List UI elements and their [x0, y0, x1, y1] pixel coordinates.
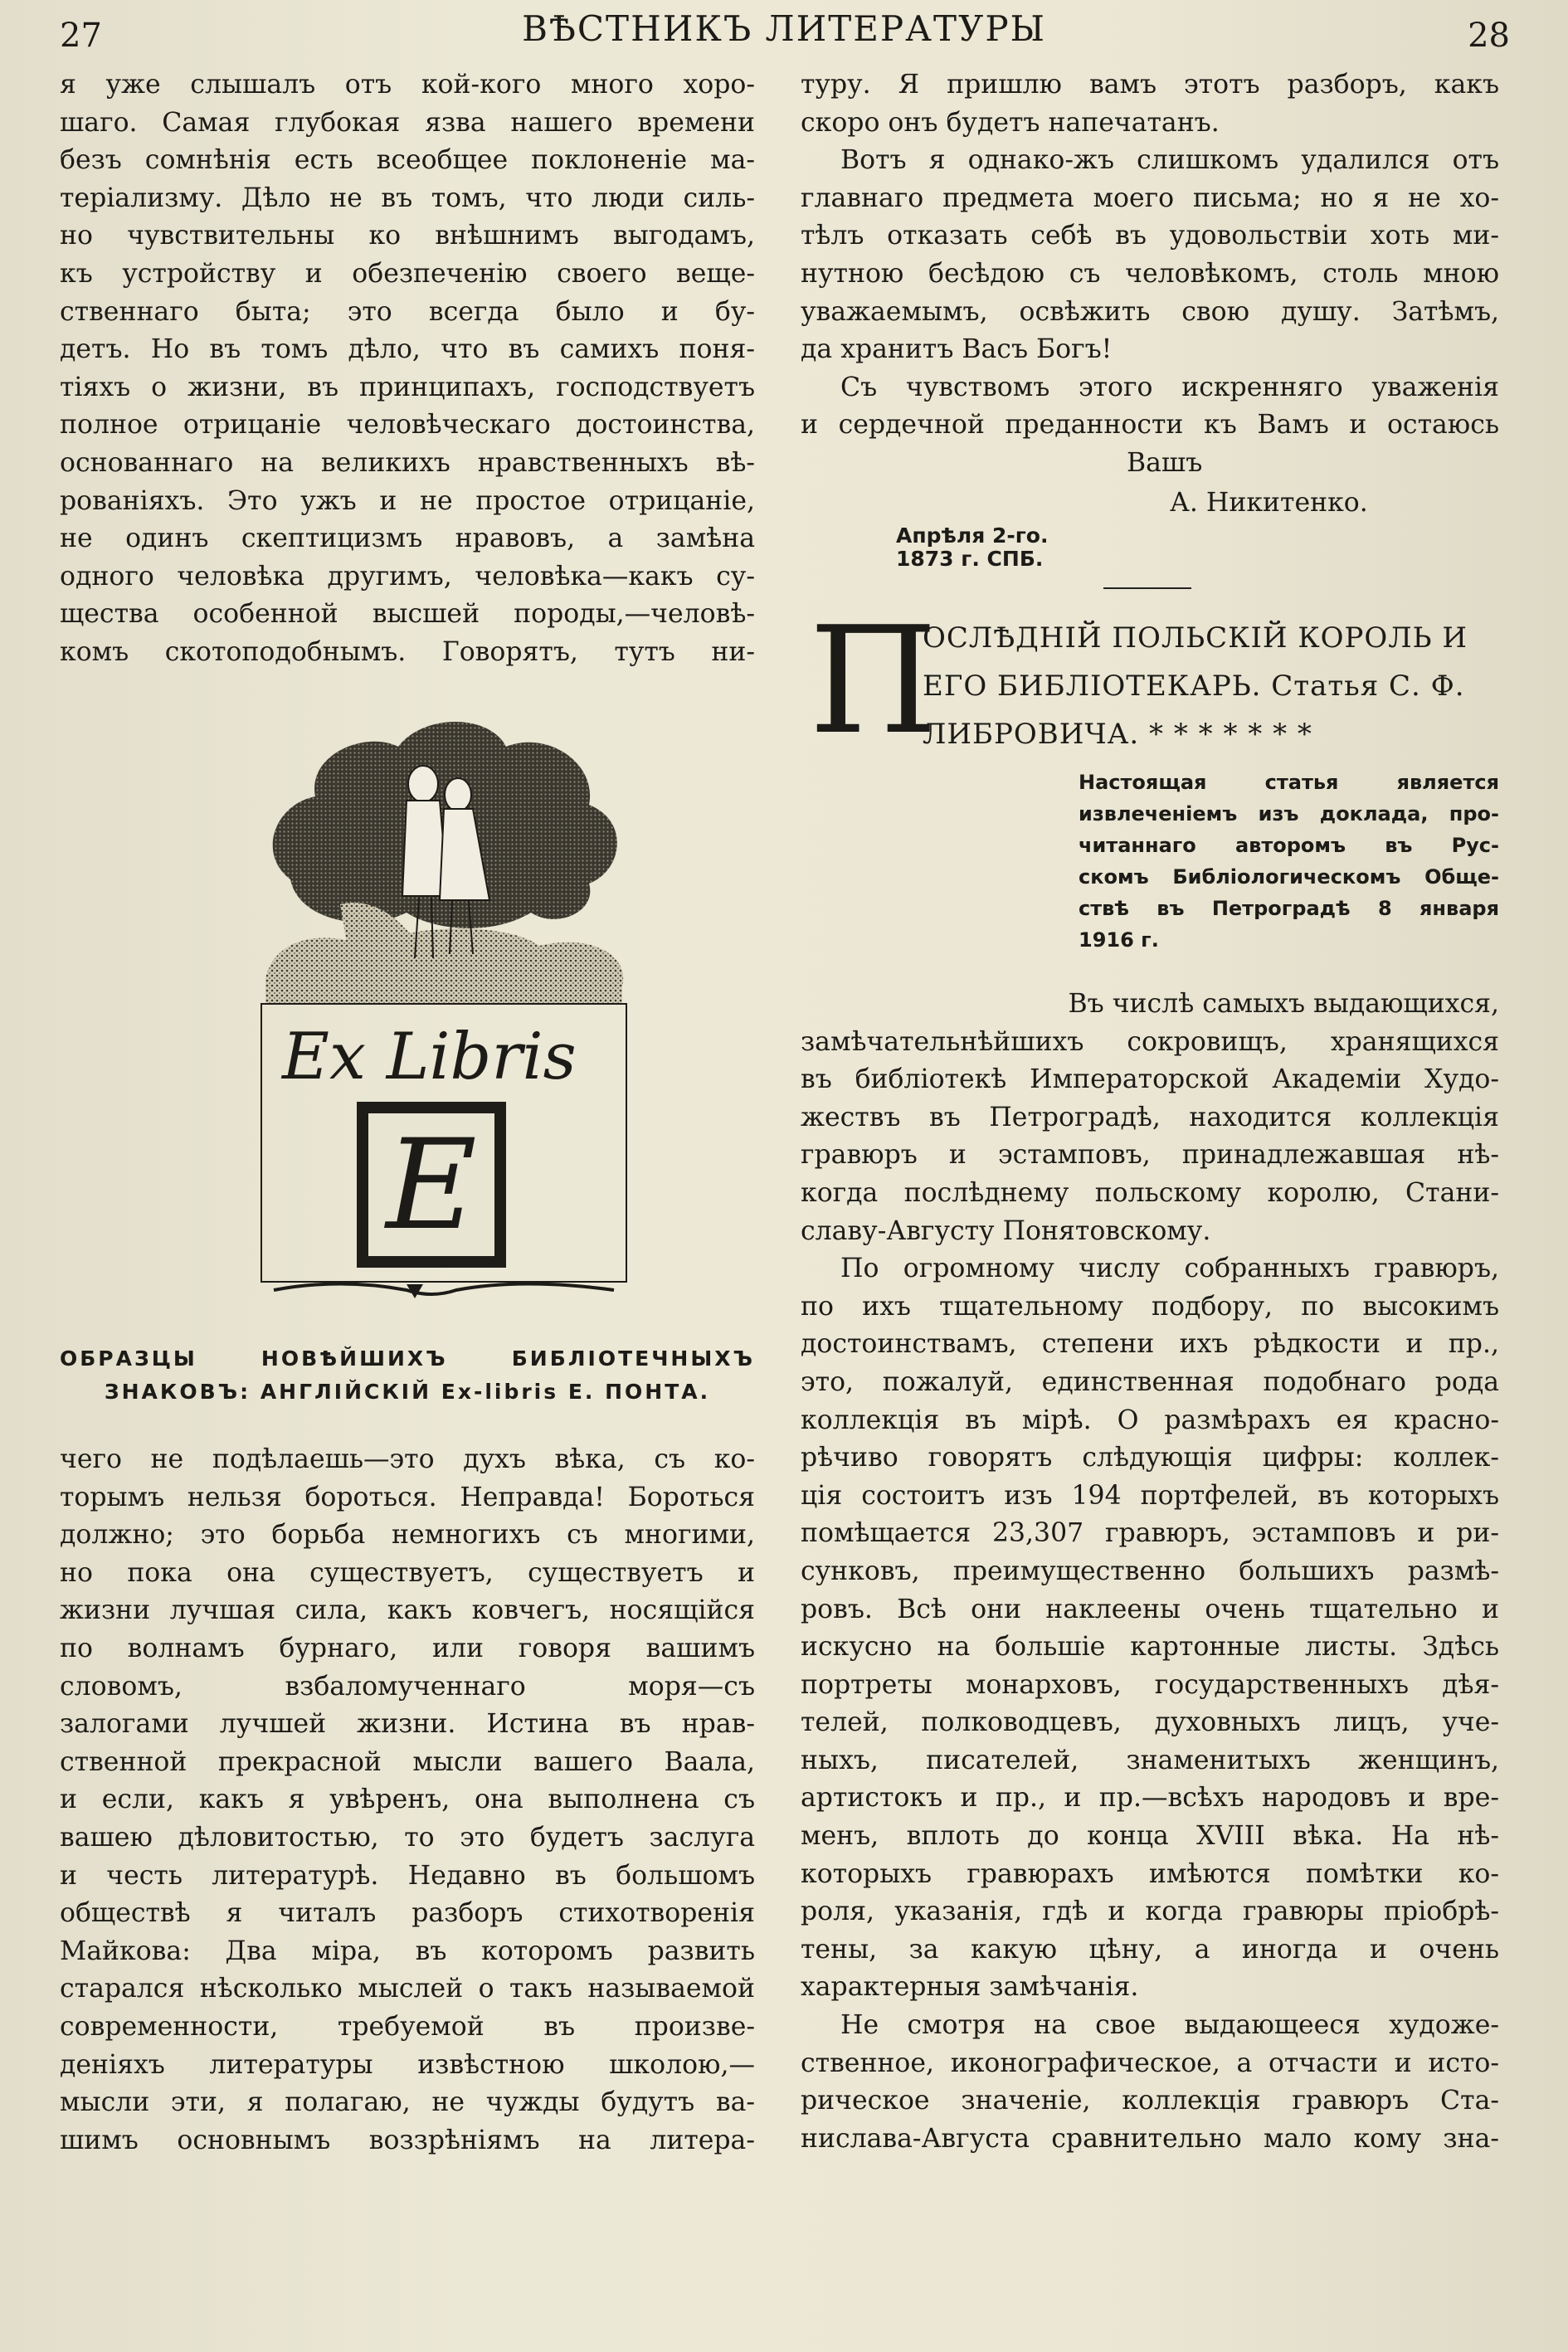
text-line: современности, требуемой въ произве- [60, 2011, 755, 2042]
text-line: роля, указанія, гдѣ и когда гравюры пріобрѣ- [801, 1897, 1499, 1927]
text-line: обществѣ я читалъ разборъ стихотворенія [60, 1898, 755, 1929]
text-line: Вотъ я однако-жъ слишкомъ удалился отъ [840, 145, 1499, 176]
text-line: комъ скотоподобнымъ. Говорятъ, тутъ ни- [60, 636, 755, 667]
text-line: Не смотря на свое выдающееся художе- [840, 2010, 1499, 2041]
text-line: словомъ, взбаломученнаго моря—съ [60, 1671, 755, 1702]
title-line: ЕГО БИБЛІОТЕКАРЬ. Статья С. Ф. [923, 670, 1465, 703]
text-line: менъ, вплоть до конца XVIII вѣка. На нѣ- [801, 1821, 1499, 1852]
text-line: жизни лучшая сила, какъ ковчегъ, носящійся [60, 1595, 755, 1626]
exlibris-label: Ex Libris [282, 1020, 577, 1094]
text-line: коллекція въ мірѣ. О размѣрахъ ея красно- [801, 1405, 1499, 1435]
right-column-top [801, 66, 1499, 445]
article-body [801, 986, 1499, 2158]
text-line: помѣщается 23,307 гравюръ, эстамповъ и ри- [801, 1518, 1499, 1549]
text-line: и честь литературѣ. Недавно въ большомъ [60, 1860, 755, 1891]
text-line: жествъ въ Петроградѣ, находится коллекція [801, 1102, 1499, 1132]
text-line: скоро онъ будетъ напечатанъ. [801, 107, 1220, 138]
text-line: сунковъ, преимущественно большихъ размѣ- [801, 1556, 1499, 1586]
text-line: теріализму. Дѣло не въ томъ, что люди силь- [60, 183, 755, 213]
illustration-caption [60, 1342, 755, 1409]
text-line: славу-Августу Понятовскому. [801, 1215, 1211, 1246]
caption-line: ЗНАКОВЪ: АНГЛІЙСКІЙ Ex-libris Е. ПОНТА. [104, 1380, 711, 1404]
text-line: Съ чувствомъ этого искренняго уваженія [840, 372, 1499, 402]
editorial-note [1079, 767, 1499, 956]
text-line: уважаемымъ, освѣжить свою душу. Затѣмъ, [801, 296, 1499, 327]
text-line: тены, за какую цѣну, а иногда и очень [801, 1934, 1499, 1965]
date-line: Апрѣля 2-го. [896, 523, 1049, 548]
text-line: полное отрицаніе человѣческаго достоинства, [60, 410, 755, 441]
text-line: и сердечной преданности къ Вамъ и остаюсь [801, 410, 1499, 441]
text-line: нислава-Августа сравнительно мало кому зна- [801, 2123, 1499, 2154]
text-line: рованіяхъ. Это ужъ и не простое отрицаніе, [60, 485, 755, 516]
text-line: по ихъ тщательному подбору, по высокимъ [801, 1291, 1499, 1322]
text-line: безъ сомнѣнія есть всеобщее поклоненіе ма- [60, 145, 755, 176]
text-line: ровъ. Всѣ они наклеены очень тщательно и [801, 1594, 1499, 1624]
note-line: 1916 г. [1079, 928, 1159, 952]
text-line: туру. Я пришлю вамъ этотъ разборъ, какъ [801, 70, 1499, 100]
text-line: щества особенной высшей породы,—человѣ- [60, 599, 755, 630]
text-line: когда послѣднему польскому королю, Стани- [801, 1177, 1499, 1208]
text-line: рическое значеніе, коллекція гравюръ Ста- [801, 2086, 1499, 2116]
article-title [923, 614, 1499, 758]
caption-line: ОБРАЗЦЫ НОВѢЙШИХЪ БИБЛІОТЕЧНЫХЪ [60, 1346, 755, 1371]
text-line: въ библіотекѣ Императорской Академіи Худо- [801, 1064, 1499, 1095]
text-line: чего не подѣлаешь—это духъ вѣка, съ ко- [60, 1444, 755, 1474]
text-line: деніяхъ литературы извѣстною школою,— [60, 2049, 755, 2080]
text-line: портреты монарховъ, государственныхъ дѣя- [801, 1669, 1499, 1700]
text-line: должно; это борьба немногихъ съ многими, [60, 1520, 755, 1551]
text-line: вашею дѣловитостью, то это будетъ заслуга [60, 1822, 755, 1853]
text-line: характерныя замѣчанія. [801, 1972, 1139, 2003]
text-line: шимъ основнымъ воззрѣніямъ на литера- [60, 2125, 755, 2155]
left-column-bottom [60, 1441, 755, 2160]
title-line: ОСЛѢДНІЙ ПОЛЬСКІЙ КОРОЛЬ И [923, 621, 1468, 655]
text-line: ція состоитъ изъ 194 портфелей, въ которыхъ [801, 1480, 1499, 1511]
text-line: да хранитъ Васъ Богъ! [801, 334, 1113, 365]
text-line: детъ. Но въ томъ дѣло, что въ самихъ поня- [60, 334, 755, 365]
text-line: Майкова: Два міра, въ которомъ развить [60, 1936, 755, 1966]
text-line: Въ числѣ самыхъ выдающихся, [1068, 989, 1499, 1019]
monogram-letter: E [386, 1113, 477, 1258]
signature-closing: Вашъ [1127, 448, 1203, 478]
text-line: которыхъ гравюрахъ имѣются помѣтки ко- [801, 1858, 1499, 1889]
text-line: торымъ нельзя бороться. Неправда! Бороться [60, 1482, 755, 1512]
text-line: къ устройству и обезпеченію своего веще- [60, 258, 755, 289]
text-line: не одинъ скептицизмъ нравовъ, а замѣна [60, 523, 755, 554]
text-line: ственнаго быта; это всегда было и бу- [60, 296, 755, 327]
exlibris-illustration [241, 705, 647, 1303]
text-line: я уже слышалъ отъ кой-кого много хоро- [60, 70, 755, 100]
text-line: ственной прекрасной мысли вашего Ваала, [60, 1746, 755, 1777]
page-number-left: 27 [60, 17, 102, 55]
drop-cap: П [809, 595, 938, 767]
text-line: и если, какъ я увѣренъ, она выполнена съ [60, 1785, 755, 1815]
text-line: гравюръ и эстамповъ, принадлежавшая нѣ- [801, 1140, 1499, 1171]
text-line: телей, полководцевъ, духовныхъ лицъ, уче- [801, 1707, 1499, 1738]
text-line: главнаго предмета моего письма; но я не хо- [801, 183, 1499, 213]
text-line: основаннаго на великихъ нравственныхъ вѣ- [60, 447, 755, 478]
text-line: искусно на большіе картонные листы. Здѣсь [801, 1632, 1499, 1663]
text-line: но пока она существуетъ, существуетъ и [60, 1557, 755, 1588]
signature-name: А. Никитенко. [1170, 488, 1368, 518]
text-line: ныхъ, писателей, знаменитыхъ женщинъ, [801, 1745, 1499, 1775]
text-line: артистокъ и пр., и пр.—всѣхъ народовъ и вре- [801, 1783, 1499, 1814]
note-line: скомъ Библіологическомъ Обще- [1079, 865, 1499, 889]
running-title: ВѢСТНИКЪ ЛИТЕРАТУРЫ [522, 8, 1046, 49]
text-line: залогами лучшей жизни. Истина въ нрав- [60, 1709, 755, 1740]
note-line: ствѣ въ Петроградѣ 8 января [1079, 897, 1499, 920]
text-line: замѣчательнѣйшихъ сокровищъ, хранящихся [801, 1026, 1499, 1057]
text-line: тіяхъ о жизни, въ принципахъ, господствуетъ [60, 372, 755, 402]
text-line: тѣлъ отказать себѣ въ удовольствіи хоть ми- [801, 221, 1499, 251]
note-line: Настоящая статья является [1079, 771, 1499, 794]
date-line: 1873 г. СПБ. [896, 547, 1044, 571]
text-line: достоинствамъ, степени ихъ рѣдкости и пр., [801, 1329, 1499, 1360]
text-line: мысли эти, я полагаю, не чужды будутъ ва- [60, 2087, 755, 2118]
letter-date [896, 524, 1048, 571]
text-line: нутною бесѣдою съ человѣкомъ, столь мною [801, 258, 1499, 289]
text-line: это, пожалуй, единственная подобнаго рода [801, 1366, 1499, 1397]
text-line: ственное, иконографическое, а отчасти и исто- [801, 2048, 1499, 2078]
text-line: одного человѣка другимъ, человѣка—какъ су- [60, 561, 755, 592]
note-line: извлеченіемъ изъ доклада, про- [1079, 802, 1499, 825]
exlibris-svg [241, 705, 647, 1303]
separator-rule [1103, 587, 1191, 589]
note-line: читаннаго авторомъ въ Рус- [1079, 834, 1499, 857]
left-column-top [60, 66, 755, 672]
text-line: старался нѣсколько мыслей о такъ называемой [60, 1974, 755, 2004]
title-line: ЛИБРОВИЧА. * * * * * * * [923, 718, 1312, 751]
page-number-right: 28 [1468, 17, 1510, 55]
text-line: но чувствительны ко внѣшнимъ выгодамъ, [60, 221, 755, 251]
text-line: По огромному числу собранныхъ гравюръ, [840, 1254, 1499, 1284]
text-line: по волнамъ бурнаго, или говоря вашимъ [60, 1633, 755, 1663]
text-line: шаго. Самая глубокая язва нашего времени [60, 107, 755, 138]
text-line: рѣчиво говорятъ слѣдующія цифры: коллек- [801, 1443, 1499, 1473]
